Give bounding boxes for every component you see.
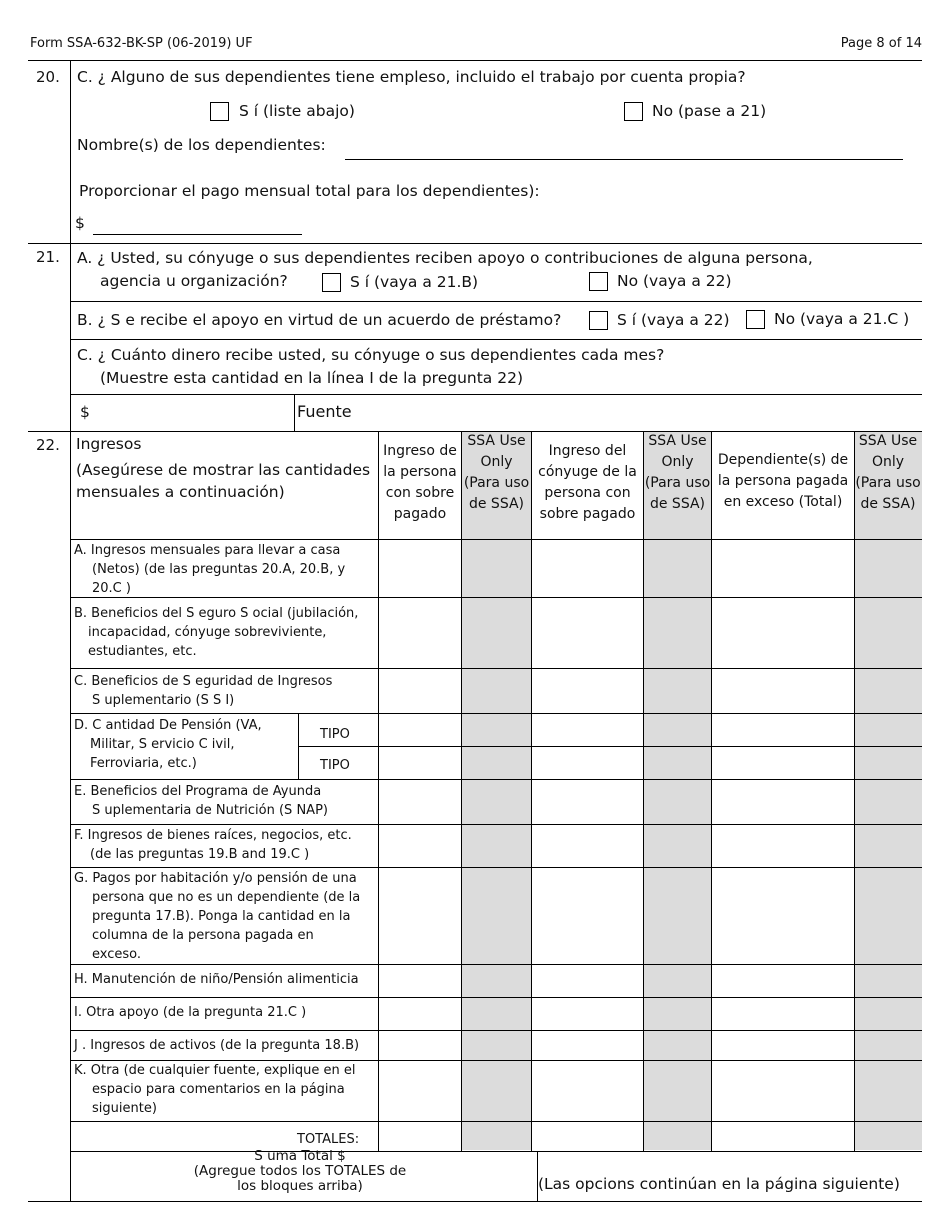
q20-yes-label: S í (liste abajo) xyxy=(239,102,355,120)
cell-e-ssa1 xyxy=(462,780,530,823)
cell-d1-ssa3 xyxy=(855,714,921,745)
cell-g-dependents[interactable] xyxy=(712,868,853,963)
cell-i-spouse[interactable] xyxy=(532,998,642,1029)
q21-b-question: B. ¿ S e recibe el apoyo en virtud de un acuerdo de préstamo? xyxy=(77,311,562,329)
cell-f-ssa3 xyxy=(855,825,921,866)
cell-e-ssa3 xyxy=(855,780,921,823)
cell-k-dependents[interactable] xyxy=(712,1061,853,1120)
cell-g-spouse[interactable] xyxy=(532,868,642,963)
q21-c-question: C. ¿ Cuánto dinero recibe usted, su cónyuge o sus dependientes cada mes? xyxy=(77,346,665,364)
cell-j-overpaid[interactable] xyxy=(379,1031,460,1059)
row-i-label: I. Otra apoyo (de la pregunta 21.C ) xyxy=(74,1005,307,1020)
cell-j-ssa1 xyxy=(462,1031,530,1059)
q21-a-no-label: No (vaya a 22) xyxy=(617,272,732,290)
cell-c-spouse[interactable] xyxy=(532,669,642,712)
cell-b-dependents[interactable] xyxy=(712,598,853,667)
col-header-ssa-1: SSA Use Only (Para uso de SSA) xyxy=(463,433,530,512)
cell-b-ssa3 xyxy=(855,598,921,667)
q21-a-yes-checkbox[interactable] xyxy=(322,273,341,292)
cell-d2-ssa1 xyxy=(462,747,530,778)
row-a-label: A. Ingresos mensuales para llevar a casa (Netos) (de las preguntas 20.A, 20.B, y 20.C ) xyxy=(74,543,346,596)
cell-g-ssa3 xyxy=(855,868,921,963)
q22-number: 22. xyxy=(36,436,60,454)
cell-totals-ssa2 xyxy=(644,1122,710,1150)
cell-e-overpaid[interactable] xyxy=(379,780,460,823)
cell-c-ssa1 xyxy=(462,669,530,712)
cell-h-spouse[interactable] xyxy=(532,965,642,996)
q20-number: 20. xyxy=(36,68,60,86)
cell-a-overpaid[interactable] xyxy=(379,540,460,596)
cell-j-ssa2 xyxy=(644,1031,710,1059)
cell-h-overpaid[interactable] xyxy=(379,965,460,996)
cell-totals-ssa1 xyxy=(462,1122,530,1150)
cell-e-spouse[interactable] xyxy=(532,780,642,823)
q22-subtitle: (Asegúrese de mostrar las cantidades xyxy=(76,461,371,479)
row-c-label: C. Beneficios de S eguridad de Ingresos S uplementario (S S I) xyxy=(74,674,333,708)
cell-d1-ssa2 xyxy=(644,714,710,745)
row-d-label: D. C antidad De Pensión (VA, Militar, S ervicio C ivil, Ferroviaria, etc.) xyxy=(74,718,262,771)
q21-a-question: A. ¿ Usted, su cónyuge o sus dependientes reciben apoyo o contribuciones de alguna persona, xyxy=(77,249,813,267)
q20-question: C. ¿ Alguno de sus dependientes tiene empleso, incluido el trabajo por cuenta propia? xyxy=(77,68,746,86)
cell-k-ssa3 xyxy=(855,1061,921,1120)
q20-no-label: No (pase a 21) xyxy=(652,102,767,120)
cell-totals-ssa3 xyxy=(855,1122,921,1150)
cell-totals-dependents[interactable] xyxy=(712,1122,853,1150)
cell-d2-overpaid[interactable] xyxy=(379,747,460,778)
q20-names-label: Nombre(s) de los dependientes: xyxy=(77,136,326,154)
row-k-label: K. Otra (de cualquier fuente, explique en el espacio para comentarios en la página siguiente) xyxy=(74,1063,356,1116)
cell-totals-overpaid[interactable] xyxy=(379,1122,460,1150)
totals-label: TOTALES: xyxy=(297,1132,360,1147)
cell-c-overpaid[interactable] xyxy=(379,669,460,712)
row-g-label: G. Pagos por habitación y/o pensión de una persona que no es un dependiente (de la pregunta 17.B). Ponga la cantidad en la columna de la persona pagada en exceso. xyxy=(74,871,361,962)
col-header-dependents: Dependiente(s) de la persona pagada en exceso (Total) xyxy=(717,452,849,510)
q20-no-checkbox[interactable] xyxy=(624,102,643,121)
q21-c-amount-field[interactable] xyxy=(93,396,293,429)
cell-j-ssa3 xyxy=(855,1031,921,1059)
cell-b-ssa1 xyxy=(462,598,530,667)
cell-k-ssa1 xyxy=(462,1061,530,1120)
row-d-tipo-2: TIPO xyxy=(320,758,350,773)
cell-f-spouse[interactable] xyxy=(532,825,642,866)
cell-d1-overpaid[interactable] xyxy=(379,714,460,745)
sum-total-block: S uma Total $ (Agregue todos los TOTALES de los bloques arriba) xyxy=(193,1148,407,1194)
cell-c-ssa3 xyxy=(855,669,921,712)
cell-h-dependents[interactable] xyxy=(712,965,853,996)
page-number: Page 8 of 14 xyxy=(840,36,922,51)
continued-note: (Las opcions continúan en la página siguiente) xyxy=(538,1175,900,1193)
cell-i-ssa2 xyxy=(644,998,710,1029)
cell-c-ssa2 xyxy=(644,669,710,712)
col-header-overpaid: Ingreso de la persona con sobre pagado xyxy=(383,443,457,522)
cell-d2-ssa3 xyxy=(855,747,921,778)
q21-b-no-label: No (vaya a 21.C ) xyxy=(774,310,910,328)
cell-k-ssa2 xyxy=(644,1061,710,1120)
row-e-label: E. Beneficios del Programa de Ayunda S uplementaria de Nutrición (S NAP) xyxy=(74,784,328,818)
q21-c-source-field[interactable] xyxy=(360,396,920,429)
cell-i-ssa3 xyxy=(855,998,921,1029)
q21-c-dollar: $ xyxy=(80,403,90,421)
cell-d2-spouse[interactable] xyxy=(532,747,642,778)
cell-h-ssa2 xyxy=(644,965,710,996)
cell-i-dependents[interactable] xyxy=(712,998,853,1029)
q21-b-yes-label: S í (vaya a 22) xyxy=(617,311,730,329)
q21-c-question-cont: (Muestre esta cantidad en la línea I de la pregunta 22) xyxy=(100,369,523,387)
cell-a-spouse[interactable] xyxy=(532,540,642,596)
form-id: Form SSA-632-BK-SP (06-2019) UF xyxy=(30,36,253,51)
cell-b-spouse[interactable] xyxy=(532,598,642,667)
row-d-tipo-1: TIPO xyxy=(320,727,350,742)
q22-title: Ingresos xyxy=(76,435,142,453)
cell-a-ssa2 xyxy=(644,540,710,596)
cell-j-spouse[interactable] xyxy=(532,1031,642,1059)
q21-a-no-checkbox[interactable] xyxy=(589,272,608,291)
col-header-ssa-3: SSA Use Only (Para uso de SSA) xyxy=(855,433,921,512)
cell-e-ssa2 xyxy=(644,780,710,823)
cell-j-dependents[interactable] xyxy=(712,1031,853,1059)
cell-g-overpaid[interactable] xyxy=(379,868,460,963)
cell-d1-dependents[interactable] xyxy=(712,714,853,745)
cell-f-ssa2 xyxy=(644,825,710,866)
cell-i-overpaid[interactable] xyxy=(379,998,460,1029)
q21-a-yes-label: S í (vaya a 21.B) xyxy=(350,273,479,291)
cell-h-ssa1 xyxy=(462,965,530,996)
cell-a-dependents[interactable] xyxy=(712,540,853,596)
cell-k-spouse[interactable] xyxy=(532,1061,642,1120)
cell-g-ssa1 xyxy=(462,868,530,963)
cell-d1-spouse[interactable] xyxy=(532,714,642,745)
col-header-spouse: Ingreso del cónyuge de la persona con sobre pagado xyxy=(538,443,637,522)
cell-f-dependents[interactable] xyxy=(712,825,853,866)
cell-d2-ssa2 xyxy=(644,747,710,778)
row-j-label: J . Ingresos de activos (de la pregunta 18.B) xyxy=(74,1038,360,1053)
q21-b-no-checkbox[interactable] xyxy=(746,310,765,329)
cell-f-ssa1 xyxy=(462,825,530,866)
col-header-ssa-2: SSA Use Only (Para uso de SSA) xyxy=(644,433,711,512)
cell-f-overpaid[interactable] xyxy=(379,825,460,866)
row-f-label: F. Ingresos de bienes raíces, negocios, etc. (de las preguntas 19.B and 19.C ) xyxy=(74,828,352,862)
cell-totals-spouse[interactable] xyxy=(532,1122,642,1150)
cell-b-overpaid[interactable] xyxy=(379,598,460,667)
cell-a-ssa1 xyxy=(462,540,530,596)
q21-c-source-label: Fuente xyxy=(297,402,352,421)
cell-i-ssa1 xyxy=(462,998,530,1029)
cell-g-ssa2 xyxy=(644,868,710,963)
q21-b-yes-checkbox[interactable] xyxy=(589,311,608,330)
q20-payment-label: Proporcionar el pago mensual total para los dependientes): xyxy=(79,182,540,200)
cell-c-dependents[interactable] xyxy=(712,669,853,712)
q21-a-question-cont: agencia u organización? xyxy=(100,272,288,290)
cell-d2-dependents[interactable] xyxy=(712,747,853,778)
q20-names-field[interactable] xyxy=(345,159,903,160)
cell-h-ssa3 xyxy=(855,965,921,996)
cell-k-overpaid[interactable] xyxy=(379,1061,460,1120)
q20-payment-field[interactable] xyxy=(93,234,302,235)
q20-dollar: $ xyxy=(75,214,85,232)
q22-subtitle-cont: mensuales a continuación) xyxy=(76,483,285,501)
q20-yes-checkbox[interactable] xyxy=(210,102,229,121)
cell-b-ssa2 xyxy=(644,598,710,667)
q21-number: 21. xyxy=(36,248,60,266)
row-h-label: H. Manutención de niño/Pensión alimenticia xyxy=(74,972,359,987)
cell-e-dependents[interactable] xyxy=(712,780,853,823)
row-b-label: B. Beneficios del S eguro S ocial (jubilación, incapacidad, cónyuge sobreviviente, estudiantes, etc. xyxy=(74,606,359,659)
cell-d1-ssa1 xyxy=(462,714,530,745)
cell-a-ssa3 xyxy=(855,540,921,596)
